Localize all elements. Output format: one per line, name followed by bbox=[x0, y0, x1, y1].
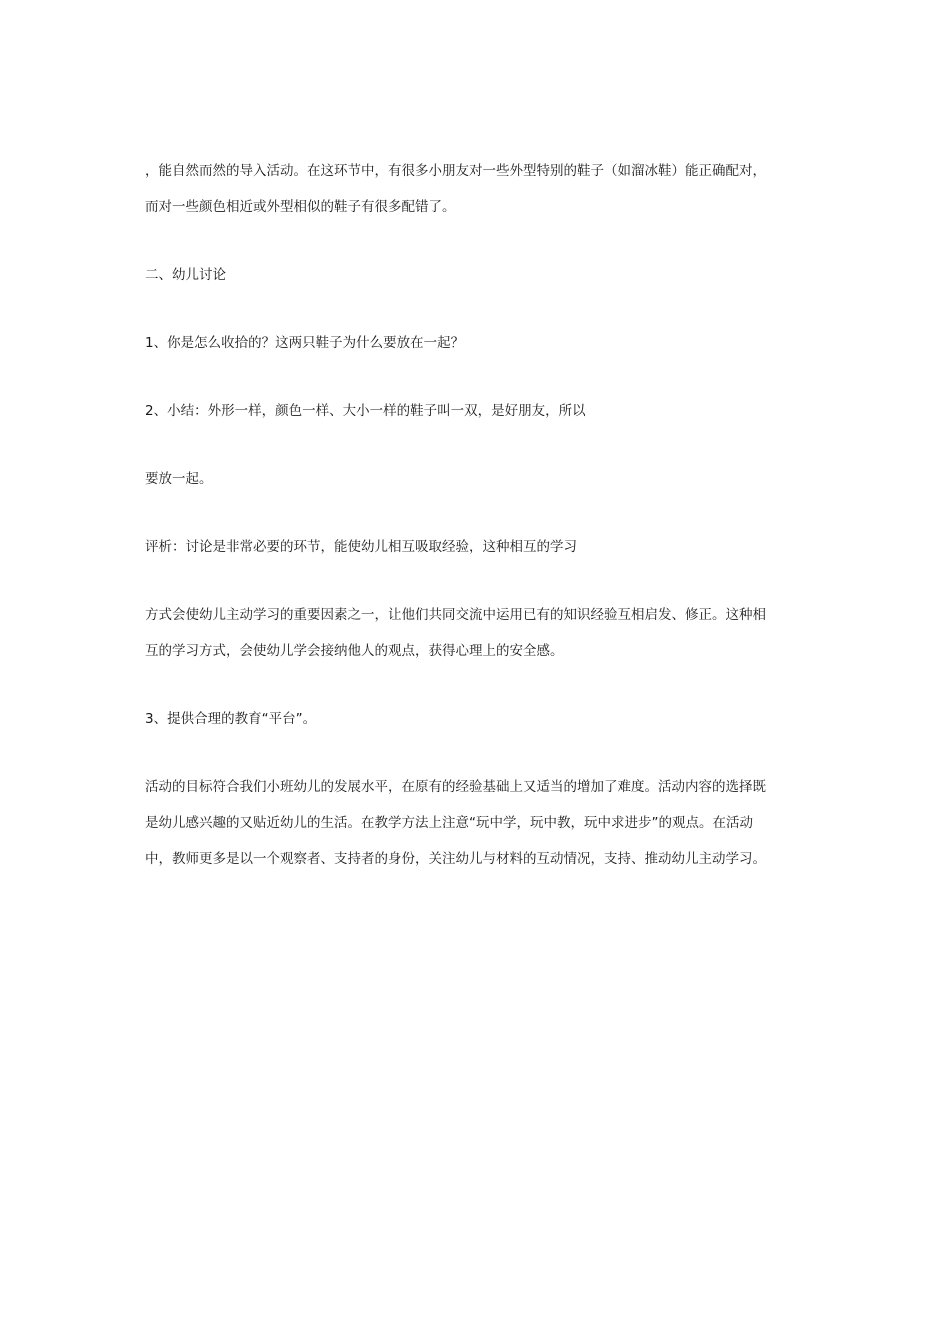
text-line: 中，教师更多是以一个观察者、支持者的身份，关注幼儿与材料的互动情况，支持、推动幼儿主动学习。 bbox=[145, 851, 766, 867]
document-body bbox=[145, 160, 810, 916]
text-line: 活动的目标符合我们小班幼儿的发展水平，在原有的经验基础上又适当的增加了难度。活动内容的选择既 bbox=[145, 779, 766, 795]
section-heading: 二、幼儿讨论 bbox=[145, 267, 226, 283]
list-item: 3、提供合理的教育“平台”。 bbox=[145, 711, 317, 727]
list-item: 1、你是怎么收拾的？这两只鞋子为什么要放在一起？ bbox=[145, 335, 465, 351]
text-line: ，能自然而然的导入活动。在这环节中，有很多小朋友对一些外型特别的鞋子（如溜冰鞋）能正确配对， bbox=[145, 163, 766, 179]
text-line: 是幼儿感兴趣的又贴近幼儿的生活。在教学方法上注意“玩中学，玩中教，玩中求进步”的观点。在活动 bbox=[145, 815, 753, 831]
paragraph-intro bbox=[145, 160, 810, 218]
text-line: 互的学习方式，会使幼儿学会接纳他人的观点，获得心理上的安全感。 bbox=[145, 643, 564, 659]
text-line: 评析：讨论是非常必要的环节，能使幼儿相互吸取经验，这种相互的学习 bbox=[145, 539, 577, 555]
text-line: 而对一些颜色相近或外型相似的鞋子有很多配错了。 bbox=[145, 199, 456, 215]
paragraph-analysis bbox=[145, 604, 810, 662]
paragraph-summary bbox=[145, 776, 810, 870]
list-item: 2、小结：外形一样，颜色一样、大小一样的鞋子叫一双，是好朋友，所以 bbox=[145, 403, 586, 419]
text-line: 要放一起。 bbox=[145, 471, 213, 487]
text-line: 方式会使幼儿主动学习的重要因素之一，让他们共同交流中运用已有的知识经验互相启发、修正。这种相 bbox=[145, 607, 766, 623]
